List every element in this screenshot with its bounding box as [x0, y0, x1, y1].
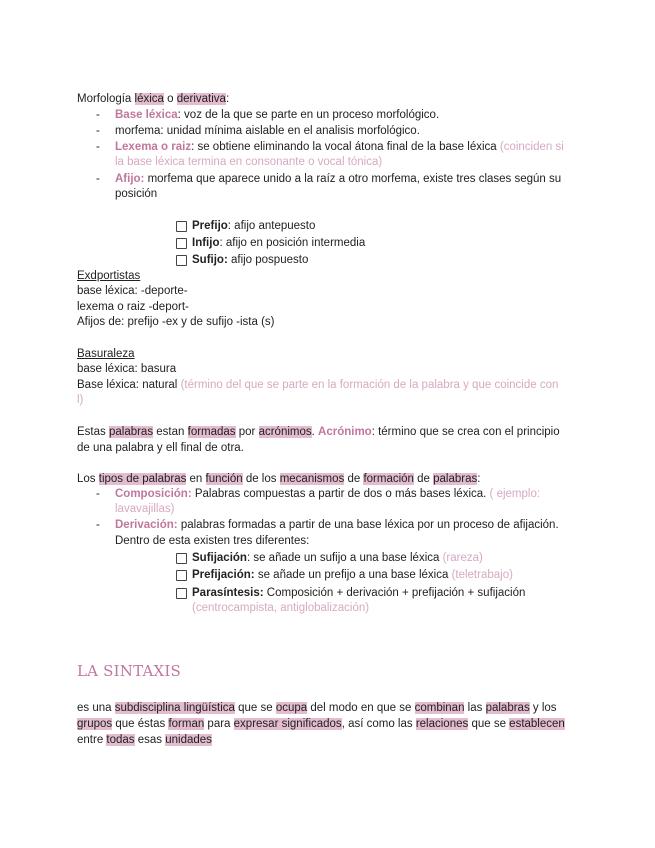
text: afijo pospuesto	[227, 254, 309, 266]
highlight: formación	[363, 473, 414, 485]
list-dash: -	[96, 173, 100, 185]
highlight: palabras	[433, 473, 478, 485]
checkbox[interactable]	[176, 221, 187, 232]
text: que se	[468, 718, 510, 730]
section-heading: LA SINTAXIS	[77, 662, 181, 680]
term-label: Base léxica	[115, 109, 178, 121]
term-label: Afijo:	[115, 173, 145, 185]
definition: Palabras compuestas a partir de dos o más bases léxica.	[191, 488, 490, 500]
example-title	[77, 269, 582, 285]
checkbox-label-sufijo	[192, 253, 592, 269]
list-item-afijo-cont	[115, 187, 585, 203]
list-dash: -	[96, 519, 100, 531]
checkbox-label-parasintesis-cont	[192, 601, 592, 617]
checkbox[interactable]	[176, 238, 187, 249]
checkbox[interactable]	[176, 553, 187, 564]
title-text: Exdportistas	[77, 270, 141, 282]
note: la base léxica termina en consonante o vocal tónica)	[115, 156, 383, 168]
term-label: Composición:	[115, 488, 192, 500]
list-item-afijo	[115, 172, 585, 188]
acronimo-paragraph-cont: de una palabra y ell final de otra.	[77, 442, 244, 454]
text: Morfología	[77, 93, 135, 105]
highlight: acrónimos	[258, 426, 312, 438]
note: ( ejemplo:	[489, 488, 541, 500]
checkbox[interactable]	[176, 570, 187, 581]
list-dash: -	[96, 141, 100, 153]
highlight: expresar significados	[233, 718, 342, 730]
highlight: relaciones	[415, 718, 469, 730]
example-line: base léxica: basura	[77, 363, 177, 375]
highlight: léxica	[134, 93, 164, 105]
note: (centrocampista, antiglobalización)	[192, 602, 370, 614]
title-text: Basuraleza	[77, 348, 135, 360]
text: de	[344, 473, 364, 485]
text: :	[477, 473, 481, 485]
text: es una	[77, 702, 115, 714]
sintaxis-line-1	[77, 701, 597, 717]
bold-term: Prefijo	[192, 220, 228, 232]
text: .	[311, 426, 319, 438]
note: l)	[77, 394, 84, 406]
highlight: función	[205, 473, 243, 485]
definition: morfema: unidad mínima aislable en el analisis morfológico.	[115, 125, 420, 137]
text: o	[163, 93, 177, 105]
list-item-composicion-cont	[115, 502, 585, 518]
sintaxis-line-3	[77, 733, 597, 749]
text: estan	[153, 426, 188, 438]
highlight: grupos	[77, 718, 113, 730]
text: para	[204, 718, 234, 730]
text: Los	[77, 473, 99, 485]
list-item-morfema	[115, 124, 585, 140]
bold-term: Parasíntesis:	[192, 587, 264, 599]
note: lavavajillas)	[115, 503, 175, 515]
example-line: base léxica: -deporte-	[77, 285, 188, 297]
example-line: lexema o raiz -deport-	[77, 301, 189, 313]
note: (rareza)	[442, 552, 483, 564]
highlight: tipos de palabras	[98, 473, 187, 485]
acronimo-paragraph	[77, 425, 582, 441]
checkbox-label-prefijacion	[192, 568, 592, 584]
text: Composición + derivación + prefijación + sufijación	[263, 587, 526, 599]
text: del modo en que se	[307, 702, 415, 714]
highlight: establecen	[509, 718, 565, 730]
tipos-line	[77, 472, 582, 488]
note: (coinciden si	[499, 141, 564, 153]
text: : término que se crea con el principio	[371, 426, 560, 438]
text: que se	[234, 702, 276, 714]
text: entre	[77, 734, 107, 746]
list-item-base-lexica	[115, 108, 585, 124]
checkbox-label-infijo	[192, 236, 592, 252]
list-dash: -	[96, 109, 100, 121]
term-label: Derivación:	[115, 519, 178, 531]
example-title	[77, 347, 582, 363]
text: se añade un prefijo a una base léxica	[254, 569, 452, 581]
note: (teletrabajo)	[451, 569, 513, 581]
checkbox-label-prefijo	[192, 219, 592, 235]
highlight: palabras	[485, 702, 530, 714]
list-item-lexema-cont	[115, 155, 585, 171]
definition: : voz de la que se parte en un proceso morfológico.	[177, 109, 440, 121]
bold-term: Sufijo:	[192, 254, 228, 266]
highlight: todas	[106, 734, 135, 746]
text: y los	[529, 702, 557, 714]
list-item-composicion	[115, 487, 585, 503]
text: : afijo en posición intermedia	[219, 237, 366, 249]
text: que éstas	[112, 718, 169, 730]
text: Estas	[77, 426, 109, 438]
definition: posición	[115, 188, 158, 200]
highlight: mecanismos	[279, 473, 345, 485]
text: de los	[242, 473, 280, 485]
example-line: Afijos de: prefijo -ex y de sufijo -ista (s)	[77, 316, 275, 328]
list-item-lexema	[115, 140, 585, 156]
highlight: derivativa	[176, 93, 226, 105]
text: :	[225, 93, 230, 105]
list-dash: -	[96, 488, 100, 500]
bold-term: Prefijación:	[192, 569, 255, 581]
example-line	[77, 378, 582, 394]
text: las	[464, 702, 486, 714]
highlight: palabras	[108, 426, 154, 438]
term-label: Lexema o raiz	[115, 141, 192, 153]
checkbox[interactable]	[176, 588, 187, 599]
highlight: formadas	[187, 426, 236, 438]
text: por	[235, 426, 259, 438]
definition: morfema que aparece unido a la raíz a otro morfema, existe tres clases según su	[144, 173, 562, 185]
highlight: combinan	[414, 702, 465, 714]
text: en	[186, 473, 206, 485]
definition: palabras formadas a partir de una base léxica por un proceso de afijación.	[177, 519, 559, 531]
term-label: Acrónimo	[318, 426, 372, 438]
checkbox-label-parasintesis	[192, 586, 592, 602]
bold-term: Infijo	[192, 237, 220, 249]
highlight: forman	[168, 718, 205, 730]
sintaxis-line-2	[77, 717, 597, 733]
text: : afijo antepuesto	[227, 220, 316, 232]
list-dash: -	[96, 125, 100, 137]
note: (término del que se parte en la formación de la palabra y que coincide con	[180, 379, 559, 391]
list-item-derivacion-cont: Dentro de esta existen tres diferentes:	[115, 535, 310, 547]
text: , así como las	[341, 718, 416, 730]
highlight: unidades	[165, 734, 212, 746]
checkbox[interactable]	[176, 255, 187, 266]
text: esas	[134, 734, 166, 746]
morfologia-line	[77, 92, 582, 108]
text: Base léxica: natural	[77, 379, 181, 391]
highlight: ocupa	[275, 702, 308, 714]
list-item-derivacion	[115, 518, 585, 534]
text: : se añade un sufijo a una base léxica	[246, 552, 443, 564]
definition: : se obtiene eliminando la vocal átona final de la base léxica	[191, 141, 500, 153]
checkbox-label-sufijacion	[192, 551, 592, 567]
highlight: subdisciplina lingüística	[114, 702, 235, 714]
example-line-cont	[77, 393, 582, 409]
bold-term: Sufijación	[192, 552, 247, 564]
text: de	[413, 473, 434, 485]
